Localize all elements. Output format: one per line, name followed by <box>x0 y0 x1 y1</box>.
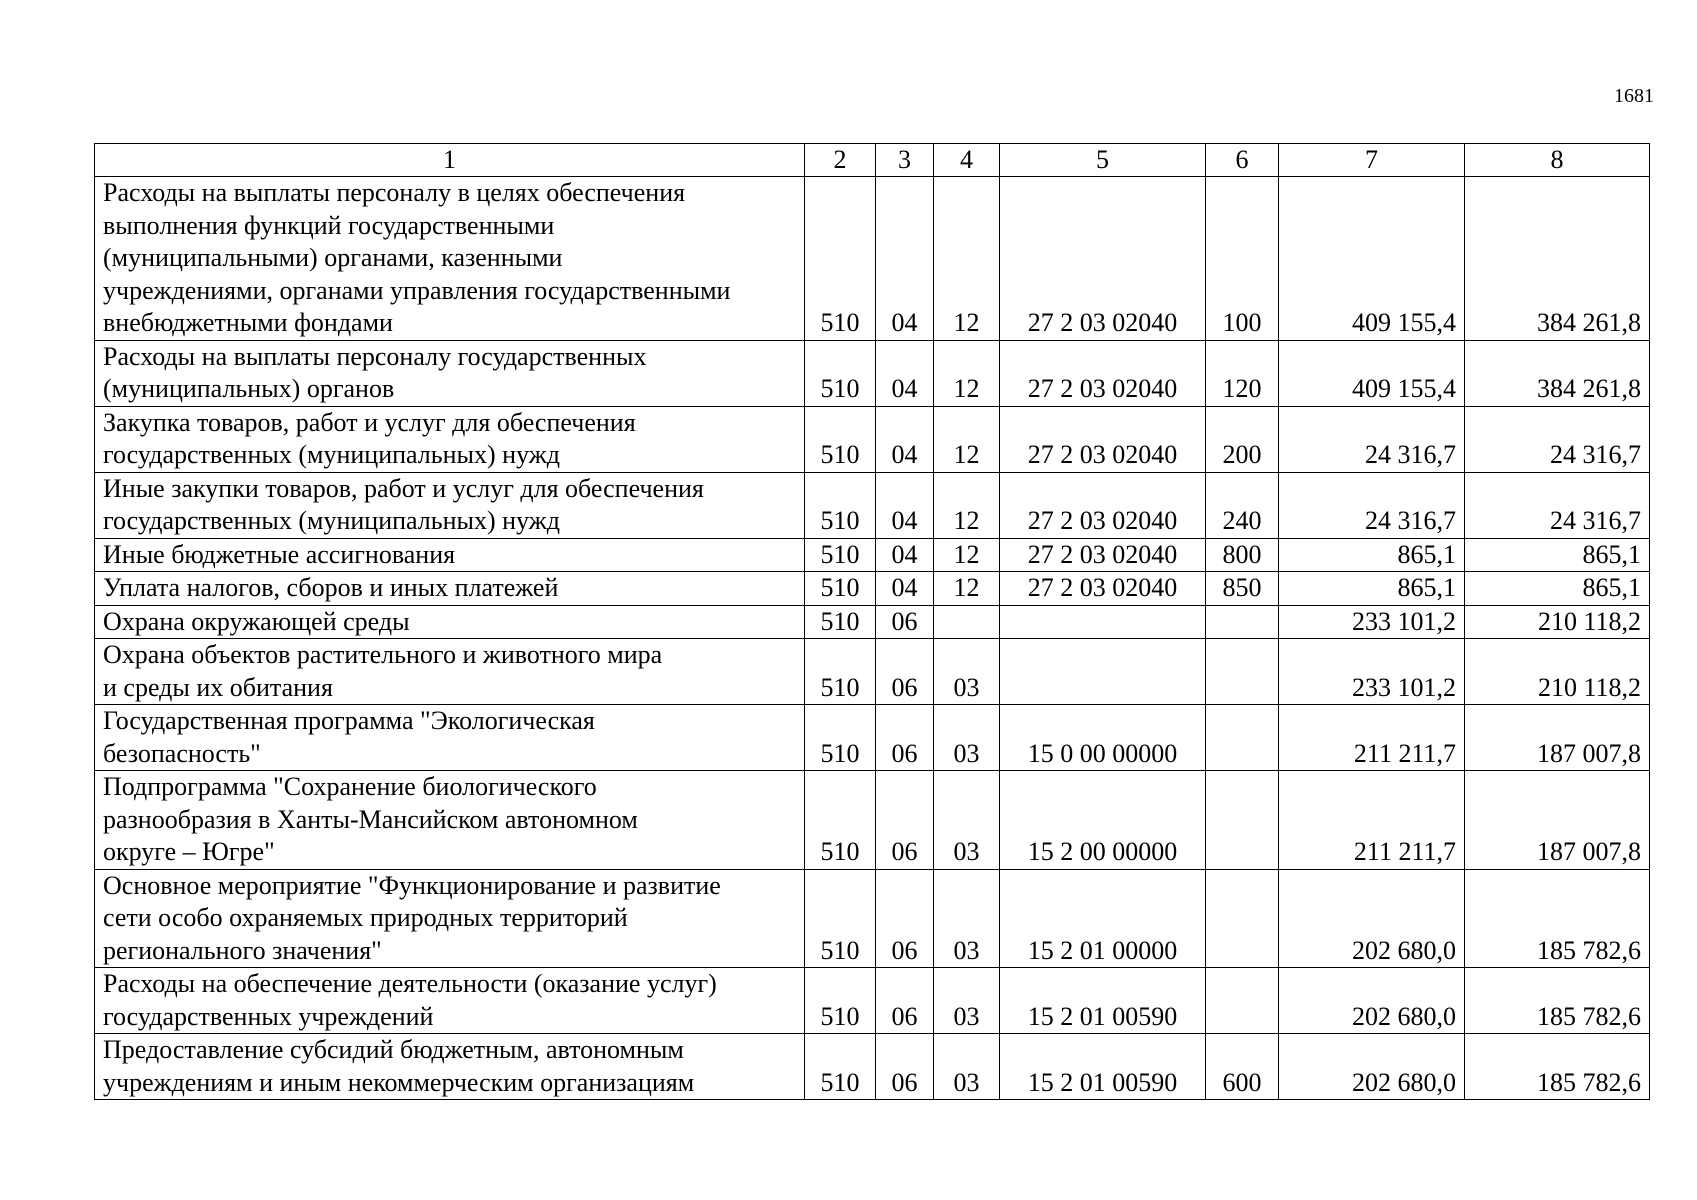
expense-type-code <box>1206 639 1279 705</box>
section-code: 04 <box>876 177 934 341</box>
target-article-code: 15 2 01 00590 <box>1000 968 1206 1034</box>
expense-type-code: 850 <box>1206 572 1279 606</box>
expense-type-code <box>1206 869 1279 968</box>
expense-name: Закупка товаров, работ и услуг для обеспечения государственных (муниципальных) нужд <box>95 406 805 472</box>
subsection-code: 12 <box>934 472 1000 538</box>
subsection-code: 03 <box>934 771 1000 870</box>
ministry-code: 510 <box>805 968 876 1034</box>
section-code: 06 <box>876 705 934 771</box>
section-code: 06 <box>876 869 934 968</box>
amount-year-2: 185 782,6 <box>1465 869 1650 968</box>
amount-year-1: 233 101,2 <box>1279 605 1465 639</box>
expense-type-code <box>1206 771 1279 870</box>
column-header: 2 <box>805 144 876 177</box>
ministry-code: 510 <box>805 705 876 771</box>
table-row <box>95 968 1650 1034</box>
table-row <box>95 605 1650 639</box>
amount-year-2: 187 007,8 <box>1465 705 1650 771</box>
subsection-code: 12 <box>934 340 1000 406</box>
amount-year-1: 202 680,0 <box>1279 968 1465 1034</box>
table-row <box>95 538 1650 572</box>
column-header: 6 <box>1206 144 1279 177</box>
expense-name: Расходы на выплаты персоналу государственных (муниципальных) органов <box>95 340 805 406</box>
expense-type-code: 200 <box>1206 406 1279 472</box>
section-code: 04 <box>876 472 934 538</box>
amount-year-2: 865,1 <box>1465 572 1650 606</box>
column-header: 1 <box>95 144 805 177</box>
amount-year-1: 233 101,2 <box>1279 639 1465 705</box>
expense-type-code: 120 <box>1206 340 1279 406</box>
table-row <box>95 869 1650 968</box>
section-code: 04 <box>876 406 934 472</box>
expense-type-code: 240 <box>1206 472 1279 538</box>
expense-name: Подпрограмма "Сохранение биологического разнообразия в Ханты-Мансийском автономном округе – Югре" <box>95 771 805 870</box>
amount-year-2: 185 782,6 <box>1465 1034 1650 1100</box>
column-header: 5 <box>1000 144 1206 177</box>
table-row <box>95 406 1650 472</box>
column-header: 7 <box>1279 144 1465 177</box>
amount-year-2: 384 261,8 <box>1465 177 1650 341</box>
target-article-code: 27 2 03 02040 <box>1000 472 1206 538</box>
ministry-code: 510 <box>805 538 876 572</box>
column-header: 3 <box>876 144 934 177</box>
section-code: 06 <box>876 605 934 639</box>
column-header: 4 <box>934 144 1000 177</box>
expense-name: Расходы на выплаты персоналу в целях обеспечения выполнения функций государственными (муниципальными) органами, казенными учреждениями, органами управления государственными внебюджетными фондами <box>95 177 805 341</box>
subsection-code: 12 <box>934 177 1000 341</box>
amount-year-1: 24 316,7 <box>1279 472 1465 538</box>
expense-name: Охрана объектов растительного и животного мира и среды их обитания <box>95 639 805 705</box>
amount-year-1: 865,1 <box>1279 538 1465 572</box>
expense-name: Государственная программа "Экологическая безопасность" <box>95 705 805 771</box>
table-row <box>95 639 1650 705</box>
amount-year-2: 185 782,6 <box>1465 968 1650 1034</box>
subsection-code: 12 <box>934 538 1000 572</box>
table-row <box>95 705 1650 771</box>
amount-year-1: 409 155,4 <box>1279 340 1465 406</box>
expense-type-code <box>1206 705 1279 771</box>
ministry-code: 510 <box>805 1034 876 1100</box>
ministry-code: 510 <box>805 771 876 870</box>
expense-type-code: 600 <box>1206 1034 1279 1100</box>
table-row <box>95 472 1650 538</box>
table-row <box>95 1034 1650 1100</box>
expense-type-code <box>1206 605 1279 639</box>
amount-year-1: 865,1 <box>1279 572 1465 606</box>
expense-name: Охрана окружающей среды <box>95 605 805 639</box>
target-article-code: 15 0 00 00000 <box>1000 705 1206 771</box>
amount-year-2: 384 261,8 <box>1465 340 1650 406</box>
subsection-code: 03 <box>934 639 1000 705</box>
amount-year-1: 211 211,7 <box>1279 771 1465 870</box>
amount-year-2: 187 007,8 <box>1465 771 1650 870</box>
ministry-code: 510 <box>805 572 876 606</box>
expense-name: Расходы на обеспечение деятельности (оказание услуг) государственных учреждений <box>95 968 805 1034</box>
table-row <box>95 572 1650 606</box>
target-article-code: 27 2 03 02040 <box>1000 572 1206 606</box>
amount-year-1: 24 316,7 <box>1279 406 1465 472</box>
section-code: 04 <box>876 572 934 606</box>
expense-type-code: 100 <box>1206 177 1279 341</box>
section-code: 06 <box>876 1034 934 1100</box>
amount-year-1: 202 680,0 <box>1279 1034 1465 1100</box>
section-code: 04 <box>876 340 934 406</box>
amount-year-1: 202 680,0 <box>1279 869 1465 968</box>
column-header: 8 <box>1465 144 1650 177</box>
ministry-code: 510 <box>805 406 876 472</box>
target-article-code: 27 2 03 02040 <box>1000 340 1206 406</box>
budget-table <box>94 143 1650 1100</box>
amount-year-2: 210 118,2 <box>1465 639 1650 705</box>
expense-name: Иные закупки товаров, работ и услуг для обеспечения государственных (муниципальных) нужд <box>95 472 805 538</box>
section-code: 06 <box>876 771 934 870</box>
table-row <box>95 177 1650 341</box>
expense-type-code <box>1206 968 1279 1034</box>
subsection-code: 12 <box>934 572 1000 606</box>
expense-name: Предоставление субсидий бюджетным, автономным учреждениям и иным некоммерческим организациям <box>95 1034 805 1100</box>
target-article-code <box>1000 605 1206 639</box>
amount-year-2: 24 316,7 <box>1465 472 1650 538</box>
target-article-code <box>1000 639 1206 705</box>
section-code: 06 <box>876 968 934 1034</box>
section-code: 06 <box>876 639 934 705</box>
ministry-code: 510 <box>805 639 876 705</box>
ministry-code: 510 <box>805 177 876 341</box>
subsection-code: 03 <box>934 869 1000 968</box>
table-row <box>95 771 1650 870</box>
subsection-code: 03 <box>934 1034 1000 1100</box>
target-article-code: 15 2 01 00000 <box>1000 869 1206 968</box>
amount-year-1: 409 155,4 <box>1279 177 1465 341</box>
amount-year-1: 211 211,7 <box>1279 705 1465 771</box>
ministry-code: 510 <box>805 869 876 968</box>
subsection-code <box>934 605 1000 639</box>
target-article-code: 27 2 03 02040 <box>1000 177 1206 341</box>
amount-year-2: 210 118,2 <box>1465 605 1650 639</box>
subsection-code: 03 <box>934 705 1000 771</box>
expense-type-code: 800 <box>1206 538 1279 572</box>
target-article-code: 27 2 03 02040 <box>1000 538 1206 572</box>
header-row <box>95 144 1650 177</box>
subsection-code: 03 <box>934 968 1000 1034</box>
amount-year-2: 24 316,7 <box>1465 406 1650 472</box>
target-article-code: 27 2 03 02040 <box>1000 406 1206 472</box>
table-row <box>95 340 1650 406</box>
target-article-code: 15 2 01 00590 <box>1000 1034 1206 1100</box>
expense-name: Иные бюджетные ассигнования <box>95 538 805 572</box>
expense-name: Основное мероприятие "Функционирование и развитие сети особо охраняемых природных территорий регионального значения" <box>95 869 805 968</box>
target-article-code: 15 2 00 00000 <box>1000 771 1206 870</box>
ministry-code: 510 <box>805 472 876 538</box>
expense-name: Уплата налогов, сборов и иных платежей <box>95 572 805 606</box>
page-number: 1681 <box>1614 85 1654 107</box>
ministry-code: 510 <box>805 605 876 639</box>
subsection-code: 12 <box>934 406 1000 472</box>
section-code: 04 <box>876 538 934 572</box>
amount-year-2: 865,1 <box>1465 538 1650 572</box>
ministry-code: 510 <box>805 340 876 406</box>
